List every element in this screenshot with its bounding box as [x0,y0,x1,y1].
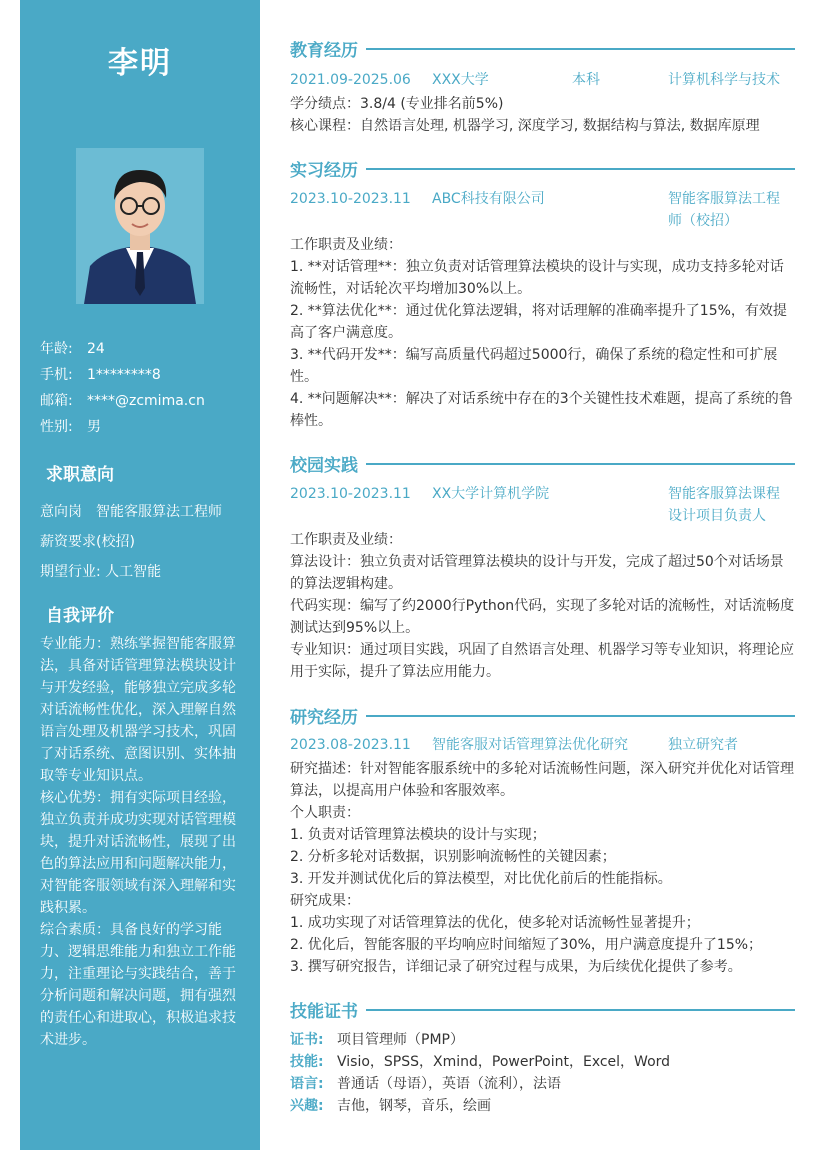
skill-row [290,1051,795,1073]
section-divider [366,48,795,50]
campus-date: 2023.10-2023.11 [290,486,411,502]
research-title: 研究经历 [290,708,358,728]
research-body [290,758,795,978]
research-line: 1. 成功实现了对话管理算法的优化，使多轮对话流畅性显著提升； [290,915,700,931]
internship-header [290,156,795,181]
internship-title: 实习经历 [290,161,358,181]
research-line: 2. 分析多轮对话数据，识别影响流畅性的关键因素； [290,849,616,865]
email-label: 邮箱: [40,393,73,409]
skill-value: 吉他，钢琴，音乐，绘画 [337,1098,491,1114]
phone-value: 1********8 [87,367,161,383]
skill-key: 语言: [290,1076,324,1092]
internship-line: 4. **问题解决**：解决了对话系统中存在的3个关键性技术难题，提高了系统的鲁棒性。 [290,391,793,429]
research-line: 研究描述：针对智能客服系统中的多轮对话流畅性问题，深入研究并优化对话管理算法，以提高用户体验和客服效率。 [290,761,794,799]
skill-key: 技能: [290,1054,324,1070]
skill-row [290,1095,795,1117]
campus-org: XX大学计算机学院 [432,486,550,502]
skill-row [290,1073,795,1095]
skills-title: 技能证书 [290,1002,358,1022]
intent-info [40,497,255,587]
campus-line: 代码实现：编写了约2000行Python代码，实现了多轮对话的流畅性，对话流畅度测试达到95%以上。 [290,598,795,636]
section-divider [366,715,795,717]
internship-meta [290,188,795,232]
self-eval-paragraph: 综合素质：具备良好的学习能力、逻辑思维能力和独立工作能力，注重理论与实践结合，善于分析问题和解决问题，拥有强烈的责任心和进取心，积极追求技术进步。 [40,922,236,1048]
internship-org: ABC科技有限公司 [432,191,545,207]
skill-value: Visio，SPSS，Xmind，PowerPoint，Excel，Word [337,1054,671,1070]
internship-line: 3. **代码开发**：编写高质量代码超过5000行，确保了系统的稳定性和可扩展性。 [290,347,778,385]
research-line: 2. 优化后，智能客服的平均响应时间缩短了30%，用户满意度提升了15%； [290,937,763,953]
internship-line: 2. **算法优化**：通过优化算法逻辑，将对话理解的准确率提升了15%，有效提高了客户满意度。 [290,303,787,341]
research-header [290,703,795,728]
campus-line: 专业知识：通过项目实践，巩固了自然语言处理、机器学习等专业知识，将理论应用于实际，提升了算法应用能力。 [290,642,794,680]
campus-line: 工作职责及业绩： [290,532,402,548]
internship-role: 智能客服算法工程师（校招） [668,191,780,229]
section-divider [366,1009,795,1011]
self-eval-paragraph: 专业能力：熟练掌握智能客服算法，具备对话管理算法模块设计与开发经验，能够独立完成多轮对话流畅性优化，深入理解自然语言处理及机器学习技术，巩固了对话系统、意图识别、实体抽取等专业知识点。 [40,636,236,784]
skills-body [290,1029,795,1117]
campus-header [290,451,795,476]
campus-role: 智能客服算法课程设计项目负责人 [668,486,780,524]
gender-label: 性别: [40,419,73,435]
skills-header [290,997,795,1022]
education-body [290,93,795,137]
education-degree: 本科 [572,72,600,88]
internship-line: 工作职责及业绩： [290,237,402,253]
skill-key: 证书: [290,1032,324,1048]
research-line: 3. 撰写研究报告，详细记录了研究过程与成果，为后续优化提供了参考。 [290,959,742,975]
profile-photo [76,148,204,304]
research-role: 独立研究者 [668,737,738,753]
position-label: 意向岗 [40,504,82,520]
candidate-name: 李明 [108,46,172,81]
education-line: 学分绩点：3.8/4 (专业排名前5%) [290,96,504,112]
skill-value: 项目管理师（PMP） [337,1032,464,1048]
research-topic: 智能客服对话管理算法优化研究 [432,737,628,753]
skill-value: 普通话（母语），英语（流利），法语 [337,1076,561,1092]
age-value: 24 [87,341,105,357]
gender-value: 男 [87,419,101,435]
education-header [290,36,795,61]
skill-row [290,1029,795,1051]
intent-title: 求职意向 [46,465,114,485]
phone-label: 手机: [40,367,73,383]
education-major: 计算机科学与技术 [668,72,780,88]
campus-line: 算法设计：独立负责对话管理算法模块的设计与开发，完成了超过50个对话场景的算法逻辑构建。 [290,554,784,592]
section-divider [366,168,795,170]
industry-value: 人工智能 [105,564,162,580]
age-label: 年龄: [40,341,73,357]
email-value[interactable]: ****@zcmima.cn [87,393,205,409]
skill-key: 兴趣: [290,1098,324,1114]
education-line: 核心课程：自然语言处理, 机器学习, 深度学习, 数据结构与算法, 数据库原理 [290,118,760,134]
education-meta [290,69,795,91]
research-line: 个人职责： [290,805,360,821]
education-school: XXX大学 [432,72,489,88]
self-eval-paragraph: 核心优势：拥有实际项目经验，独立负责并成功实现对话管理模块，提升对话流畅性，展现了出色的算法应用和问题解决能力，对智能客服领域有深入理解和实践积累。 [40,790,236,916]
position-value: 智能客服算法工程师 [96,504,222,520]
research-meta [290,734,795,756]
contact-info [40,336,250,440]
education-title: 教育经历 [290,41,358,61]
internship-body [290,234,795,432]
research-line: 3. 开发并测试优化后的算法模型，对比优化前后的性能指标。 [290,871,672,887]
education-date: 2021.09-2025.06 [290,72,411,88]
campus-title: 校园实践 [290,456,358,476]
section-divider [366,463,795,465]
internship-line: 1. **对话管理**：独立负责对话管理算法模块的设计与实现，成功支持多轮对话流畅性，对话轮次平均增加30%以上。 [290,259,784,297]
campus-body [290,529,795,683]
internship-date: 2023.10-2023.11 [290,191,411,207]
salary-line: 薪资要求(校招) [40,534,135,550]
self-eval-title: 自我评价 [46,606,114,626]
research-date: 2023.08-2023.11 [290,737,411,753]
industry-label: 期望行业: [40,564,101,580]
sidebar [20,0,260,1150]
self-eval-body [40,633,242,1051]
campus-meta [290,483,795,527]
research-line: 1. 负责对话管理算法模块的设计与实现； [290,827,546,843]
research-line: 研究成果： [290,893,360,909]
